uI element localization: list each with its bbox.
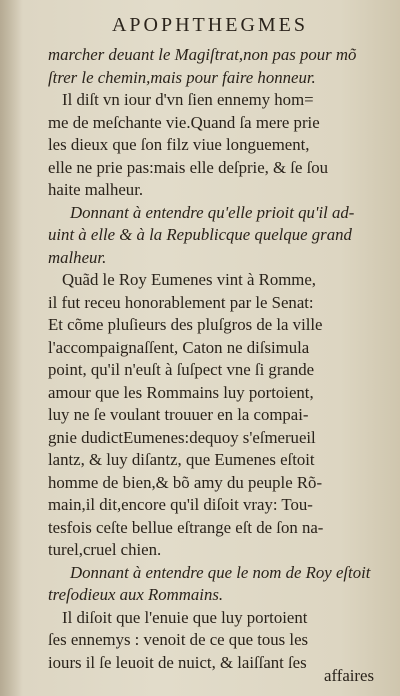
text-line: turel,cruel chien.: [48, 540, 162, 559]
text-line: uint à elle & à la Republicque quelque grand: [48, 225, 352, 244]
text-line: gnie dudictEumenes:dequoy s'eſmerueil: [48, 427, 316, 447]
text-line: luy ne ſe voulant trouuer en la compai-: [48, 405, 309, 424]
gutter-shadow: [0, 0, 22, 696]
text-line: Donnant à entendre qu'elle prioit qu'il ad-: [70, 202, 355, 222]
text-line: me de meſchante vie.Quand ſa mere prie: [48, 112, 320, 132]
text-line: les dieux que ſon filz viue longuement,: [48, 135, 310, 154]
text-line: ſes ennemys : venoit de ce que tous les: [48, 630, 309, 649]
text-line: main,il dit,encore qu'il diſoit vray: Tou-: [48, 495, 313, 514]
running-title: APOPHTHEGMES: [111, 14, 309, 36]
text-line: Il diſoit que l'enuie que luy portoient: [62, 607, 308, 627]
text-line: treſodieux aux Rommains.: [48, 585, 224, 604]
text-line: Et cõme pluſieurs des pluſgros de la ville: [48, 315, 323, 334]
body-text: [48, 44, 376, 674]
text-line: Il diſt vn iour d'vn ſien ennemy hom=: [62, 90, 314, 109]
text-line: homme de bien,& bõ amy du peuple Rõ-: [48, 472, 323, 492]
text-line: elle ne prie pas:mais elle deſprie, & ſe ſou: [48, 157, 329, 177]
text-line: point, qu'il n'euſt à ſuſpect vne ſi grande: [48, 360, 315, 379]
text-line: iours il ſe leuoit de nuict, & laiſſant ſes: [48, 652, 307, 672]
text-line: haite malheur.: [48, 180, 144, 199]
text-line: marcher deuant le Magiſtrat,non pas pour mõ: [48, 45, 357, 64]
text-line: tesfois ceſte bellue eſtrange eſt de ſon na-: [48, 517, 324, 537]
text-line: Quãd le Roy Eumenes vint à Romme,: [62, 270, 317, 289]
text-line: il fut receu honorablement par le Senat:: [48, 292, 314, 312]
text-line: malheur.: [48, 247, 107, 267]
text-line: amour que les Rommains luy portoient,: [48, 382, 314, 402]
text-line: lantz, & luy diſantz, que Eumenes eſtoit: [48, 450, 315, 469]
text-line: ſtrer le chemin,mais pour faire honneur.: [48, 67, 316, 87]
text-line: l'accompaignaſſent, Caton ne diſsimula: [48, 337, 310, 357]
text-line: Donnant à entendre que le nom de Roy eſtoit: [70, 562, 371, 582]
catchword: affaires: [324, 666, 374, 685]
